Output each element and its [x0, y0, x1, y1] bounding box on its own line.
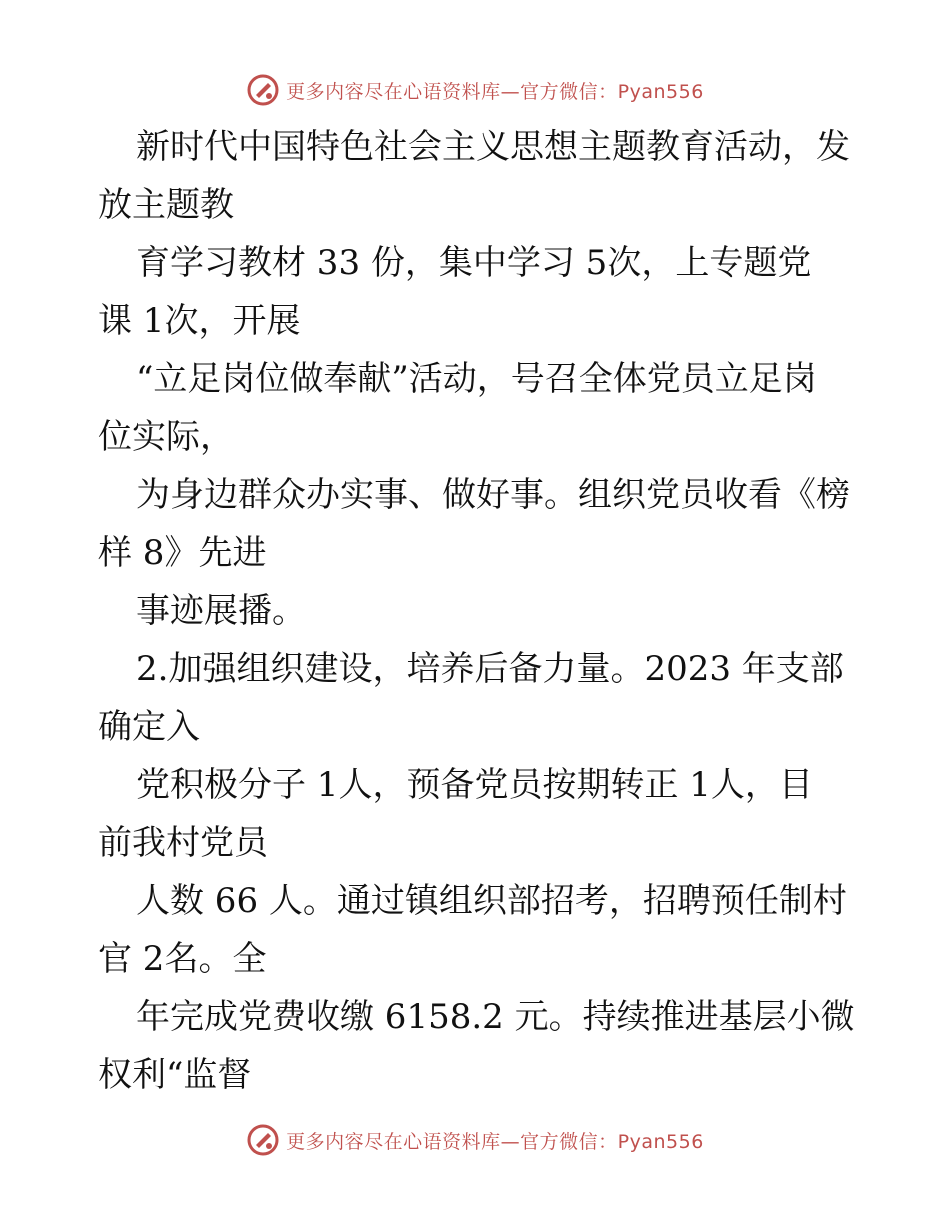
text-line: 为身边群众办实事、做好事。组织党员收看《榜	[136, 475, 850, 515]
text-line: 样 8》先进	[98, 533, 267, 573]
text-line: 党积极分子 1人，预备党员按期转正 1人，目	[136, 765, 813, 805]
text-line: 官 2名。全	[98, 939, 267, 979]
text-line: 2.加强组织建设，培养后备力量。2023 年支部	[136, 649, 844, 689]
header-watermark	[0, 70, 950, 110]
text-line: 权利“监督	[98, 1055, 252, 1095]
text-line: 位实际，	[98, 417, 234, 457]
text-line: 年完成党费收缴 6158.2 元。持续推进基层小微	[136, 997, 855, 1037]
text-line: 人数 66 人。通过镇组织部招考，招聘预任制村	[136, 881, 847, 921]
text-line: 课 1次，开展	[98, 301, 301, 341]
brand-logo-icon	[246, 1123, 280, 1157]
text-line: 前我村党员	[98, 823, 268, 863]
brand-logo-icon	[246, 73, 280, 107]
text-line: 事迹展播。	[136, 591, 306, 631]
footer-watermark	[0, 1120, 950, 1160]
text-line: 新时代中国特色社会主义思想主题教育活动，发	[136, 127, 850, 167]
document-body	[98, 118, 858, 1104]
watermark-text: 更多内容尽在心语资料库—官方微信：Pyan556	[286, 80, 704, 103]
text-line: 确定入	[98, 707, 200, 747]
text-line: 放主题教	[98, 185, 234, 225]
text-line: “立足岗位做奉献”活动，号召全体党员立足岗	[136, 359, 817, 399]
watermark-text: 更多内容尽在心语资料库—官方微信：Pyan556	[286, 1130, 704, 1153]
text-line: 育学习教材 33 份，集中学习 5次，上专题党	[136, 243, 812, 283]
